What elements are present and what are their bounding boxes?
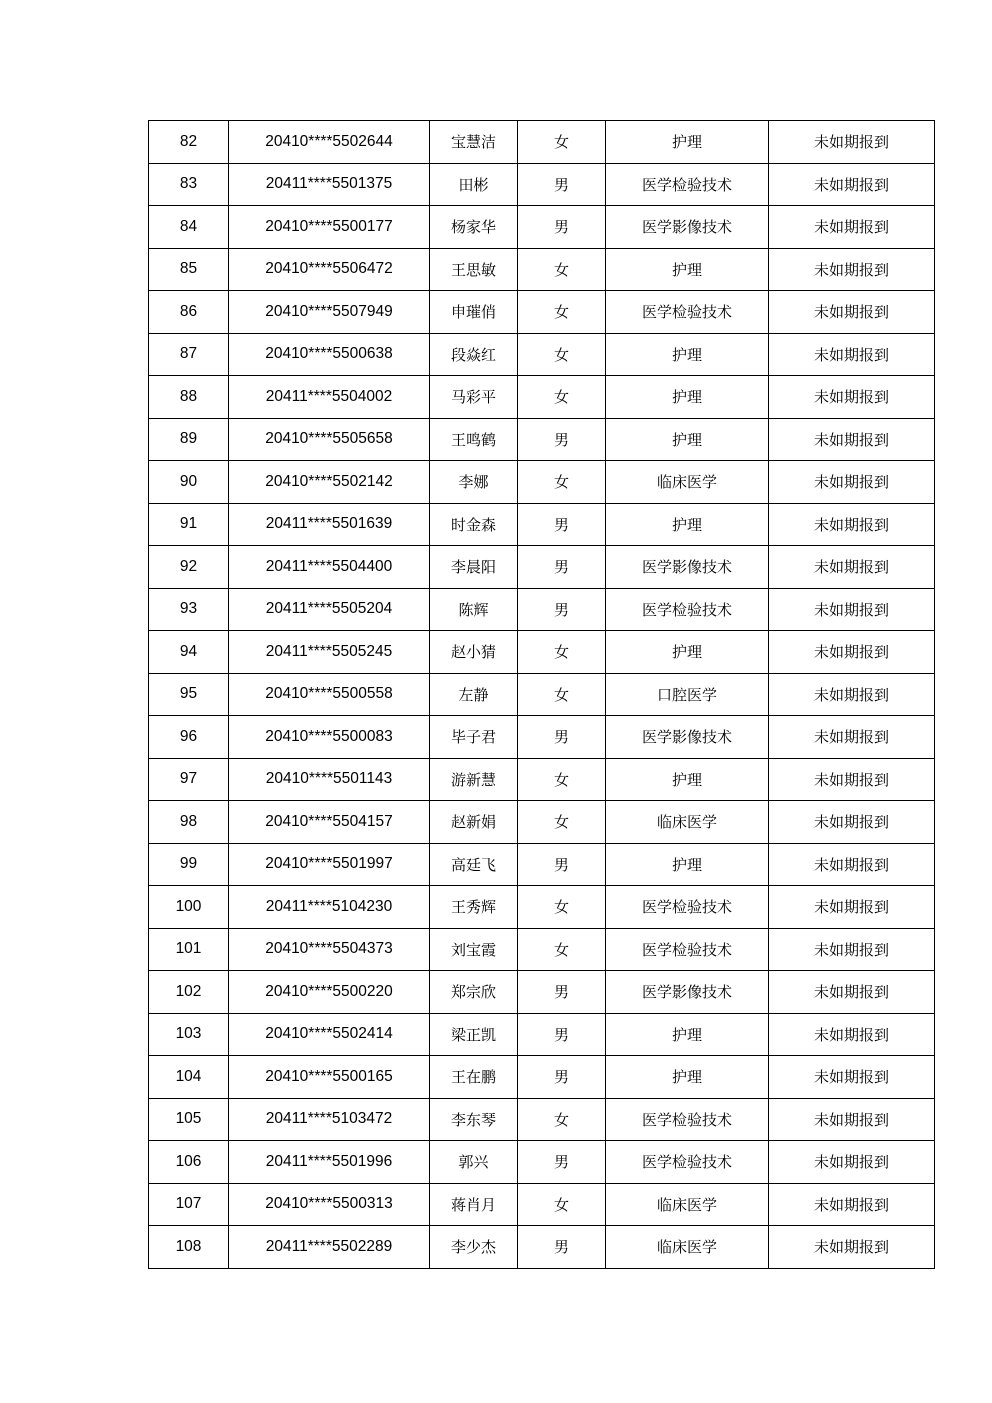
table-row bbox=[149, 163, 935, 206]
row-number: 88 bbox=[149, 376, 229, 419]
row-number: 86 bbox=[149, 291, 229, 334]
enrollment-status: 未如期报到 bbox=[769, 673, 935, 716]
student-name: 王秀辉 bbox=[430, 886, 518, 929]
table-row bbox=[149, 546, 935, 589]
row-number: 103 bbox=[149, 1013, 229, 1056]
student-name: 郭兴 bbox=[430, 1141, 518, 1184]
student-id: 20410****5500165 bbox=[229, 1056, 430, 1099]
row-number: 87 bbox=[149, 333, 229, 376]
student-id: 20410****5507949 bbox=[229, 291, 430, 334]
table-row bbox=[149, 376, 935, 419]
table-row bbox=[149, 291, 935, 334]
table-row bbox=[149, 801, 935, 844]
enrollment-status: 未如期报到 bbox=[769, 163, 935, 206]
table-row bbox=[149, 843, 935, 886]
student-id: 20410****5500220 bbox=[229, 971, 430, 1014]
row-number: 82 bbox=[149, 121, 229, 164]
enrollment-status: 未如期报到 bbox=[769, 1056, 935, 1099]
table-row bbox=[149, 971, 935, 1014]
table-row bbox=[149, 928, 935, 971]
student-gender: 女 bbox=[518, 461, 606, 504]
table-row bbox=[149, 248, 935, 291]
enrollment-status: 未如期报到 bbox=[769, 588, 935, 631]
student-major: 临床医学 bbox=[606, 801, 769, 844]
student-major: 护理 bbox=[606, 333, 769, 376]
student-id: 20411****5104230 bbox=[229, 886, 430, 929]
enrollment-status: 未如期报到 bbox=[769, 1098, 935, 1141]
student-id: 20410****5501997 bbox=[229, 843, 430, 886]
student-gender: 女 bbox=[518, 291, 606, 334]
table-row bbox=[149, 1141, 935, 1184]
student-gender: 男 bbox=[518, 843, 606, 886]
table-row bbox=[149, 121, 935, 164]
row-number: 106 bbox=[149, 1141, 229, 1184]
student-name: 李少杰 bbox=[430, 1226, 518, 1269]
student-name: 李晨阳 bbox=[430, 546, 518, 589]
student-id: 20410****5500177 bbox=[229, 206, 430, 249]
student-major: 医学影像技术 bbox=[606, 206, 769, 249]
enrollment-status: 未如期报到 bbox=[769, 376, 935, 419]
student-gender: 男 bbox=[518, 1013, 606, 1056]
row-number: 90 bbox=[149, 461, 229, 504]
student-gender: 女 bbox=[518, 758, 606, 801]
student-major: 临床医学 bbox=[606, 461, 769, 504]
student-id: 20410****5500313 bbox=[229, 1183, 430, 1226]
student-name: 刘宝霞 bbox=[430, 928, 518, 971]
enrollment-status: 未如期报到 bbox=[769, 971, 935, 1014]
student-name: 宝慧洁 bbox=[430, 121, 518, 164]
row-number: 104 bbox=[149, 1056, 229, 1099]
enrollment-status: 未如期报到 bbox=[769, 546, 935, 589]
student-major: 护理 bbox=[606, 418, 769, 461]
student-name: 田彬 bbox=[430, 163, 518, 206]
enrollment-status: 未如期报到 bbox=[769, 121, 935, 164]
student-name: 赵新娟 bbox=[430, 801, 518, 844]
student-gender: 女 bbox=[518, 121, 606, 164]
student-name: 申璀俏 bbox=[430, 291, 518, 334]
student-id: 20410****5504157 bbox=[229, 801, 430, 844]
table-row bbox=[149, 206, 935, 249]
student-name: 赵小猜 bbox=[430, 631, 518, 674]
student-gender: 男 bbox=[518, 546, 606, 589]
enrollment-status: 未如期报到 bbox=[769, 928, 935, 971]
enrollment-status: 未如期报到 bbox=[769, 1141, 935, 1184]
student-major: 医学检验技术 bbox=[606, 291, 769, 334]
row-number: 84 bbox=[149, 206, 229, 249]
student-major: 护理 bbox=[606, 631, 769, 674]
student-id: 20411****5502289 bbox=[229, 1226, 430, 1269]
student-id: 20411****5504400 bbox=[229, 546, 430, 589]
enrollment-status: 未如期报到 bbox=[769, 886, 935, 929]
student-gender: 男 bbox=[518, 588, 606, 631]
row-number: 95 bbox=[149, 673, 229, 716]
student-id: 20410****5505658 bbox=[229, 418, 430, 461]
row-number: 85 bbox=[149, 248, 229, 291]
student-id: 20410****5502414 bbox=[229, 1013, 430, 1056]
student-major: 护理 bbox=[606, 1056, 769, 1099]
student-name: 左静 bbox=[430, 673, 518, 716]
student-name: 李娜 bbox=[430, 461, 518, 504]
student-id: 20410****5502644 bbox=[229, 121, 430, 164]
row-number: 91 bbox=[149, 503, 229, 546]
student-id: 20411****5504002 bbox=[229, 376, 430, 419]
student-major: 护理 bbox=[606, 503, 769, 546]
student-major: 临床医学 bbox=[606, 1226, 769, 1269]
table-row bbox=[149, 716, 935, 759]
student-name: 时金森 bbox=[430, 503, 518, 546]
row-number: 99 bbox=[149, 843, 229, 886]
table-row bbox=[149, 1013, 935, 1056]
student-id: 20410****5500638 bbox=[229, 333, 430, 376]
student-gender: 男 bbox=[518, 503, 606, 546]
student-id: 20411****5505204 bbox=[229, 588, 430, 631]
enrollment-status: 未如期报到 bbox=[769, 206, 935, 249]
student-gender: 女 bbox=[518, 928, 606, 971]
table-row bbox=[149, 631, 935, 674]
student-major: 护理 bbox=[606, 121, 769, 164]
student-gender: 男 bbox=[518, 1226, 606, 1269]
student-gender: 女 bbox=[518, 1183, 606, 1226]
student-name: 王鸣鹤 bbox=[430, 418, 518, 461]
student-major: 医学影像技术 bbox=[606, 971, 769, 1014]
student-major: 护理 bbox=[606, 248, 769, 291]
student-gender: 男 bbox=[518, 971, 606, 1014]
student-id: 20410****5501143 bbox=[229, 758, 430, 801]
student-name: 蒋肖月 bbox=[430, 1183, 518, 1226]
table-row bbox=[149, 588, 935, 631]
student-gender: 女 bbox=[518, 631, 606, 674]
row-number: 98 bbox=[149, 801, 229, 844]
enrollment-status: 未如期报到 bbox=[769, 843, 935, 886]
student-id: 20410****5500083 bbox=[229, 716, 430, 759]
student-name: 梁正凯 bbox=[430, 1013, 518, 1056]
student-major: 护理 bbox=[606, 843, 769, 886]
student-name: 郑宗欣 bbox=[430, 971, 518, 1014]
student-major: 医学检验技术 bbox=[606, 163, 769, 206]
row-number: 108 bbox=[149, 1226, 229, 1269]
enrollment-status: 未如期报到 bbox=[769, 1183, 935, 1226]
student-name: 高廷飞 bbox=[430, 843, 518, 886]
row-number: 102 bbox=[149, 971, 229, 1014]
student-gender: 男 bbox=[518, 1141, 606, 1184]
table-row bbox=[149, 461, 935, 504]
enrollment-status: 未如期报到 bbox=[769, 758, 935, 801]
student-major: 医学检验技术 bbox=[606, 886, 769, 929]
student-name: 杨家华 bbox=[430, 206, 518, 249]
table-row bbox=[149, 333, 935, 376]
student-gender: 女 bbox=[518, 886, 606, 929]
enrollment-status: 未如期报到 bbox=[769, 461, 935, 504]
table-row bbox=[149, 503, 935, 546]
row-number: 101 bbox=[149, 928, 229, 971]
row-number: 100 bbox=[149, 886, 229, 929]
table-row bbox=[149, 1098, 935, 1141]
student-gender: 男 bbox=[518, 418, 606, 461]
student-name: 李东琴 bbox=[430, 1098, 518, 1141]
enrollment-status: 未如期报到 bbox=[769, 503, 935, 546]
student-name: 马彩平 bbox=[430, 376, 518, 419]
student-gender: 男 bbox=[518, 163, 606, 206]
student-gender: 男 bbox=[518, 716, 606, 759]
row-number: 96 bbox=[149, 716, 229, 759]
row-number: 92 bbox=[149, 546, 229, 589]
student-id: 20411****5103472 bbox=[229, 1098, 430, 1141]
enrollment-status: 未如期报到 bbox=[769, 418, 935, 461]
row-number: 105 bbox=[149, 1098, 229, 1141]
table-row bbox=[149, 1056, 935, 1099]
student-gender: 女 bbox=[518, 333, 606, 376]
student-major: 医学影像技术 bbox=[606, 546, 769, 589]
row-number: 89 bbox=[149, 418, 229, 461]
enrollment-status: 未如期报到 bbox=[769, 1013, 935, 1056]
enrollment-status: 未如期报到 bbox=[769, 716, 935, 759]
student-id: 20411****5501375 bbox=[229, 163, 430, 206]
student-major: 医学检验技术 bbox=[606, 588, 769, 631]
enrollment-status: 未如期报到 bbox=[769, 1226, 935, 1269]
student-major: 医学影像技术 bbox=[606, 716, 769, 759]
student-gender: 男 bbox=[518, 206, 606, 249]
student-id: 20410****5502142 bbox=[229, 461, 430, 504]
table-row bbox=[149, 1183, 935, 1226]
student-id: 20411****5501996 bbox=[229, 1141, 430, 1184]
row-number: 93 bbox=[149, 588, 229, 631]
student-gender: 女 bbox=[518, 1098, 606, 1141]
student-gender: 女 bbox=[518, 376, 606, 419]
student-major: 临床医学 bbox=[606, 1183, 769, 1226]
enrollment-status: 未如期报到 bbox=[769, 248, 935, 291]
student-id: 20410****5504373 bbox=[229, 928, 430, 971]
student-gender: 女 bbox=[518, 801, 606, 844]
student-name: 毕子君 bbox=[430, 716, 518, 759]
student-major: 护理 bbox=[606, 1013, 769, 1056]
table-row bbox=[149, 418, 935, 461]
student-gender: 女 bbox=[518, 673, 606, 716]
table-row bbox=[149, 1226, 935, 1269]
table-row bbox=[149, 886, 935, 929]
student-gender: 女 bbox=[518, 248, 606, 291]
enrollment-status: 未如期报到 bbox=[769, 801, 935, 844]
student-major: 医学检验技术 bbox=[606, 1098, 769, 1141]
student-major: 护理 bbox=[606, 376, 769, 419]
student-id: 20411****5505245 bbox=[229, 631, 430, 674]
student-major: 医学检验技术 bbox=[606, 928, 769, 971]
student-id: 20410****5500558 bbox=[229, 673, 430, 716]
student-name: 游新慧 bbox=[430, 758, 518, 801]
student-major: 口腔医学 bbox=[606, 673, 769, 716]
student-id: 20410****5506472 bbox=[229, 248, 430, 291]
enrollment-status: 未如期报到 bbox=[769, 333, 935, 376]
enrollment-status: 未如期报到 bbox=[769, 631, 935, 674]
student-name: 王思敏 bbox=[430, 248, 518, 291]
enrollment-status: 未如期报到 bbox=[769, 291, 935, 334]
student-name: 段焱红 bbox=[430, 333, 518, 376]
roster-body bbox=[149, 121, 935, 1269]
student-name: 王在鹏 bbox=[430, 1056, 518, 1099]
row-number: 107 bbox=[149, 1183, 229, 1226]
student-name: 陈辉 bbox=[430, 588, 518, 631]
student-id: 20411****5501639 bbox=[229, 503, 430, 546]
row-number: 97 bbox=[149, 758, 229, 801]
table-row bbox=[149, 673, 935, 716]
row-number: 83 bbox=[149, 163, 229, 206]
student-major: 医学检验技术 bbox=[606, 1141, 769, 1184]
student-major: 护理 bbox=[606, 758, 769, 801]
student-gender: 男 bbox=[518, 1056, 606, 1099]
table-row bbox=[149, 758, 935, 801]
student-roster-table bbox=[148, 120, 935, 1269]
row-number: 94 bbox=[149, 631, 229, 674]
